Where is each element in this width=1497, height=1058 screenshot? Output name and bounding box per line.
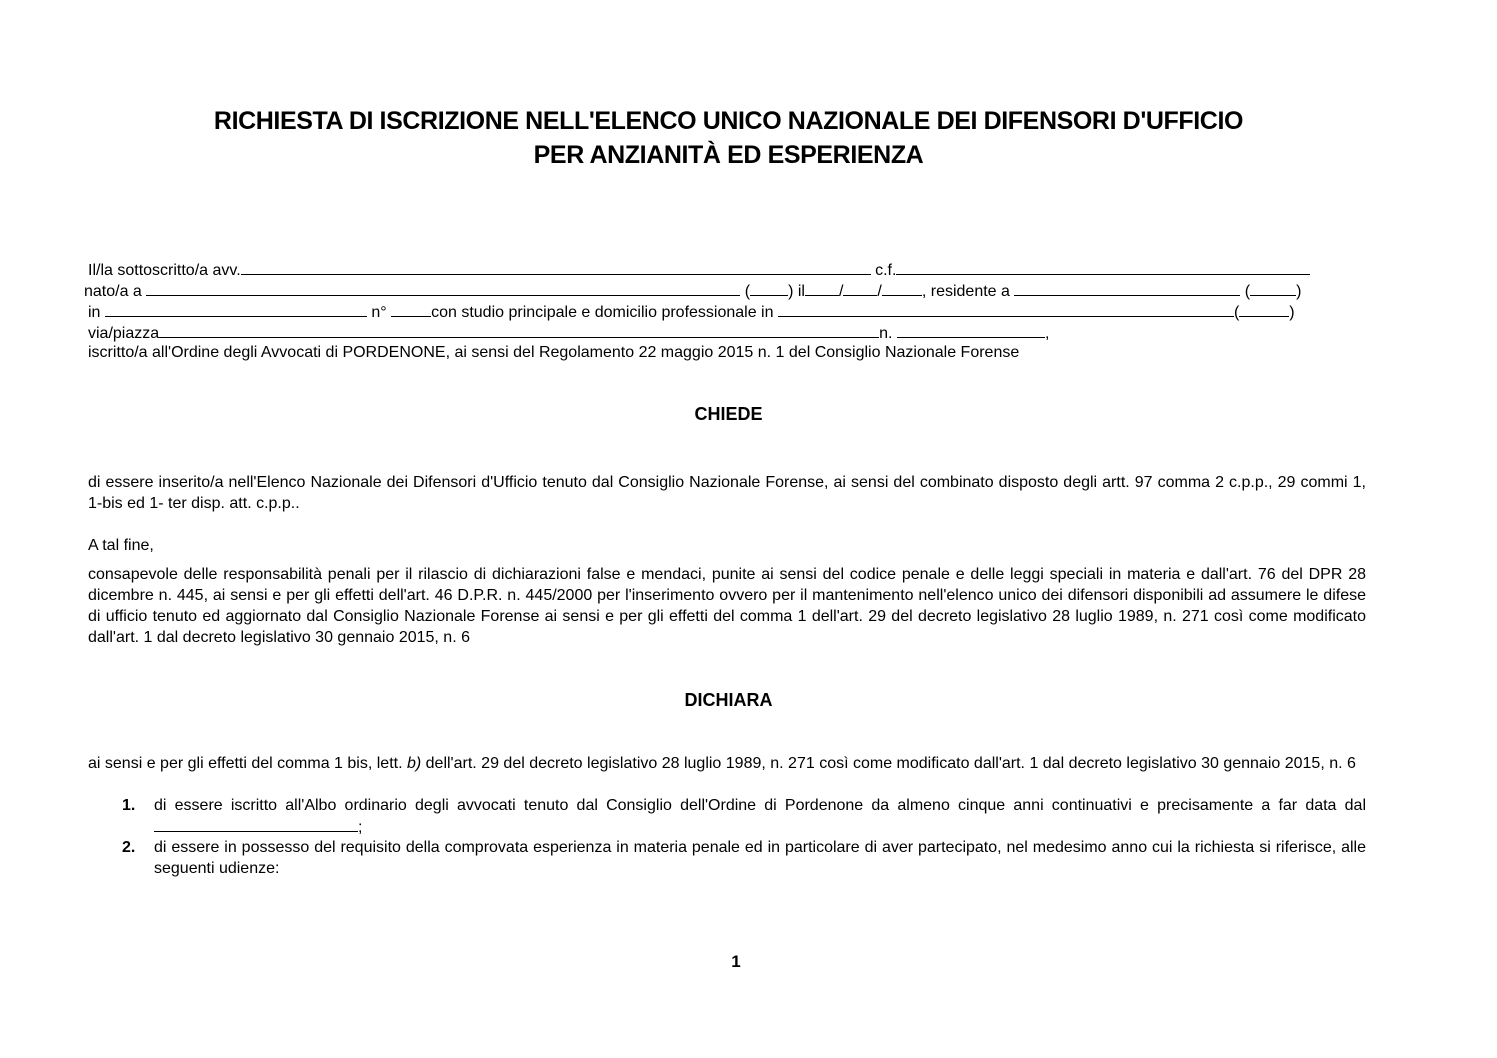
label-paren-open: ( (740, 283, 751, 300)
date-separator-2: / (877, 283, 882, 300)
paragraph-a-tal-fine: A tal fine, (88, 537, 154, 554)
birth-province-field[interactable] (750, 280, 788, 296)
label-cf: c.f. (870, 262, 897, 279)
date-separator-1: / (838, 283, 844, 300)
form-line-birth (84, 280, 1301, 302)
label-nato-a: nato/a a (84, 283, 147, 300)
list-item-2-text: di essere in possesso del requisito della comprovata esperienza in materia penale ed in particolare di aver partecipato, nel medesimo anno cui la richiesta si riferisce, alle seguenti udienze: (154, 839, 1366, 877)
label-residente-a: , residente a (921, 283, 1015, 300)
list-item-2-number: 2. (122, 839, 136, 856)
form-line-iscritto: iscritto/a all'Ordine degli Avvocati di PORDENONE, ai sensi del Regolamento 22 maggio 2015 n. 1 del Consiglio Nazionale Forense (88, 344, 1020, 361)
document-title-line-2: PER ANZIANITÀ ED ESPERIENZA (533, 141, 924, 169)
name-field[interactable] (241, 259, 871, 275)
list-item-1-text-b: ; (358, 819, 363, 836)
residence-field[interactable] (1014, 280, 1240, 296)
form-line-name (88, 259, 1310, 281)
birth-year-field[interactable] (882, 280, 922, 296)
form-line-street (88, 322, 1049, 344)
list-item-1-text (154, 795, 1366, 838)
residence-province-field[interactable] (1250, 280, 1296, 296)
label-sottoscritto: Il/la sottoscritto/a avv. (88, 262, 241, 279)
office-province-field[interactable] (1239, 301, 1289, 317)
residence-number-field[interactable] (391, 301, 431, 317)
birthplace-field[interactable] (146, 280, 740, 296)
birth-month-field[interactable] (843, 280, 877, 296)
list-item-1-number: 1. (122, 797, 136, 814)
dichiara-text-b: b) (406, 755, 422, 772)
form-line-address (88, 301, 1295, 323)
fiscal-code-field[interactable] (896, 259, 1310, 275)
heading-dichiara: DICHIARA (684, 690, 773, 710)
page-number: 1 (731, 952, 741, 971)
dichiara-text-a: ai sensi e per gli effetti del comma 1 bis, lett. (88, 755, 407, 772)
document-title-line-1: RICHIESTA DI ISCRIZIONE NELL'ELENCO UNICO NAZIONALE DEI DIFENSORI D'UFFICIO (213, 107, 1244, 135)
dichiara-text-c: dell'art. 29 del decreto legislativo 28 luglio 1989, n. 271 così come modificato dall'art. 1 dal decreto legislativo 30 gennaio 2015, n. 6 (421, 755, 1356, 772)
label-paren-close-2: ) (1296, 283, 1302, 300)
paragraph-consapevole: consapevole delle responsabilità penali per il rilascio di dichiarazioni false e mendaci, punite ai sensi del codice penale e delle leggi speciali in materia e dall'art. 76 del DPR 28 dicembre n. 445, ai sensi e per gli effetti dell'art. 46 D.P.R. n. 445/2000 per l'inserimento ovvero per il mantenimento nell'elenco unico dei difensori disponibili ad assumere le difese di ufficio tenuto ed aggiornato dal Consiglio Nazionale Forense ai sensi e per gli effetti del comma 1 dell'art. 29 del decreto legislativo 28 luglio 1989, n. 271 così come modificato dall'art. 1 dal decreto legislativo 30 gennaio 2015, n. 6 (88, 566, 1366, 646)
label-numero: n° (366, 304, 392, 321)
birth-day-field[interactable] (805, 280, 839, 296)
label-paren-close-3: ) (1289, 304, 1295, 321)
label-paren-open-2: ( (1240, 283, 1251, 300)
label-n: n. (879, 325, 897, 342)
label-in: in (88, 304, 105, 321)
paragraph-chiede (88, 472, 1366, 514)
list-item-1-text-a: di essere iscritto all'Albo ordinario degli avvocati tenuto dal Consiglio dell'Ordine di Pordenone da almeno cinque anni continuativi e precisamente a far data dal (154, 797, 1366, 814)
office-city-field[interactable] (778, 301, 1234, 317)
heading-chiede: CHIEDE (694, 404, 763, 424)
label-comma: , (1044, 325, 1050, 342)
office-number-field[interactable] (897, 322, 1045, 338)
label-paren-open-3: ( (1233, 304, 1240, 321)
enrollment-date-field[interactable] (154, 816, 358, 832)
paragraph-chiede-text: di essere inserito/a nell'Elenco Nazionale dei Difensori d'Ufficio tenuto dal Consiglio Nazionale Forense, ai sensi del combinato disposto degli artt. 97 comma 2 c.p.p., 29 commi 1, 1-bis ed 1- ter disp. att. c.p.p.. (88, 474, 1366, 512)
label-studio: con studio principale e domicilio professionale in (431, 304, 778, 321)
list-item-1 (88, 795, 1366, 838)
label-via-piazza: via/piazza (88, 325, 160, 342)
label-il: ) il (788, 283, 805, 300)
office-street-field[interactable] (159, 322, 879, 338)
paragraph-dichiara (88, 753, 1366, 774)
residence-street-field[interactable] (105, 301, 367, 317)
list-item-2 (88, 837, 1366, 879)
